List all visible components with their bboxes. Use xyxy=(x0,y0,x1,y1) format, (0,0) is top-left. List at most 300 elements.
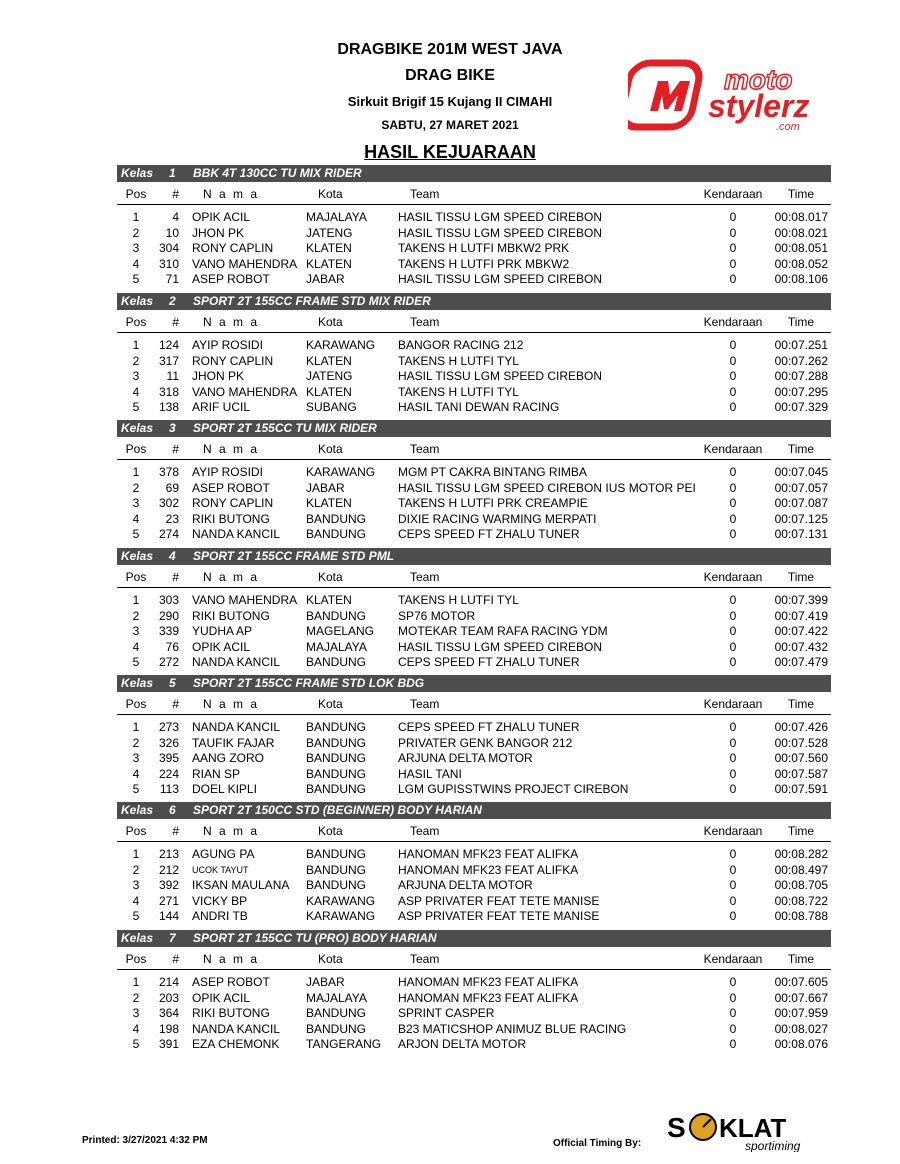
cell-kota: BANDUNG xyxy=(306,1006,367,1021)
cell-name: YUDHA AP xyxy=(192,624,253,639)
class-name: SPORT 2T 150CC STD (BEGINNER) BODY HARIAN xyxy=(193,803,482,817)
cell-time: 00:08.017 xyxy=(774,210,828,224)
cell-time: 00:08.497 xyxy=(774,862,828,877)
cell-num: 71 xyxy=(165,272,179,287)
column-header-name: N a m a xyxy=(203,824,260,838)
cell-team: MOTEKAR TEAM RAFA RACING YDM xyxy=(398,624,608,639)
column-header-time: Time xyxy=(787,824,815,838)
column-header-team: Team xyxy=(410,824,440,838)
column-header-kend: Kendaraan xyxy=(703,824,763,838)
cell-kota: JATENG xyxy=(306,369,353,384)
column-headers xyxy=(117,182,831,205)
cell-kota: KLATEN xyxy=(306,256,352,271)
cell-name: EZA CHEMONK xyxy=(192,1037,280,1052)
cell-team: TAKENS H LUTFI TYL xyxy=(398,593,519,607)
cell-name: OPIK ACIL xyxy=(192,210,251,224)
cell-kend: 0 xyxy=(729,751,737,766)
column-header-kota: Kota xyxy=(318,952,343,966)
cell-time: 00:07.262 xyxy=(774,353,828,368)
cell-num: 304 xyxy=(158,241,179,256)
class-header-bar xyxy=(117,675,831,692)
result-row xyxy=(117,527,831,543)
cell-pos: 2 xyxy=(132,353,140,368)
cell-kota: BANDUNG xyxy=(306,1021,367,1036)
class-number: 7 xyxy=(169,931,176,945)
cell-num: 214 xyxy=(158,975,179,989)
cell-pos: 1 xyxy=(132,847,140,861)
cell-kend: 0 xyxy=(729,655,737,670)
column-header-team: Team xyxy=(410,315,440,329)
cell-kend: 0 xyxy=(729,241,737,256)
cell-kend: 0 xyxy=(729,878,737,893)
cell-time: 00:07.419 xyxy=(774,608,828,623)
cell-name: VANO MAHENDRA xyxy=(192,384,298,399)
column-header-kota: Kota xyxy=(318,824,343,838)
cell-num: 198 xyxy=(158,1021,179,1036)
result-row xyxy=(117,991,831,1007)
class-name: SPORT 2T 155CC FRAME STD PML xyxy=(193,549,395,563)
column-header-team: Team xyxy=(410,570,440,584)
result-row xyxy=(117,210,831,226)
cell-kota: KARAWANG xyxy=(306,465,376,479)
cell-pos: 5 xyxy=(132,527,140,542)
cell-name: ASEP ROBOT xyxy=(192,480,270,495)
cell-time: 00:08.722 xyxy=(774,893,828,908)
cell-kota: MAJALAYA xyxy=(306,639,367,654)
cell-kota: BANDUNG xyxy=(306,878,367,893)
cell-kend: 0 xyxy=(729,975,737,989)
column-header-kend: Kendaraan xyxy=(703,952,763,966)
column-header-pos: Pos xyxy=(125,187,147,201)
cell-kota: BANDUNG xyxy=(306,511,367,526)
cell-pos: 4 xyxy=(132,639,140,654)
cell-pos: 2 xyxy=(132,608,140,623)
cell-team: ARJUNA DELTA MOTOR xyxy=(398,878,533,893)
cell-pos: 5 xyxy=(132,782,140,797)
column-header-team: Team xyxy=(410,442,440,456)
cell-pos: 3 xyxy=(132,751,140,766)
column-header-pos: Pos xyxy=(125,697,147,711)
column-header-kota: Kota xyxy=(318,570,343,584)
cell-team: TAKENS H LUTFI TYL xyxy=(398,353,519,368)
cell-num: 273 xyxy=(158,720,179,734)
cell-name: RIKI BUTONG xyxy=(192,608,270,623)
cell-time: 00:07.399 xyxy=(774,593,828,607)
cell-team: HASIL TISSU LGM SPEED CIREBON IUS MOTOR PEI xyxy=(398,480,696,495)
cell-name: ANDRI TB xyxy=(192,909,248,924)
cell-kota: BANDUNG xyxy=(306,782,367,797)
class-label: Kelas xyxy=(121,294,154,308)
cell-pos: 1 xyxy=(132,465,140,479)
cell-pos: 3 xyxy=(132,878,140,893)
cell-name: RIAN SP xyxy=(192,766,241,781)
column-headers xyxy=(117,437,831,460)
cell-kota: MAJALAYA xyxy=(306,210,367,224)
cell-pos: 1 xyxy=(132,593,140,607)
class-header-bar xyxy=(117,293,831,310)
cell-pos: 4 xyxy=(132,766,140,781)
cell-team: LGM GUPISSTWINS PROJECT CIREBON xyxy=(398,782,629,797)
cell-pos: 2 xyxy=(132,735,140,750)
cell-team: ASP PRIVATER FEAT TETE MANISE xyxy=(398,909,600,924)
cell-kota: KLATEN xyxy=(306,353,352,368)
class-section xyxy=(117,930,831,1053)
class-number: 6 xyxy=(169,803,176,817)
column-header-kota: Kota xyxy=(318,187,343,201)
cell-time: 00:08.705 xyxy=(774,878,828,893)
logo-suffix-text: .com xyxy=(776,121,800,133)
cell-kota: BANDUNG xyxy=(306,655,367,670)
cell-kend: 0 xyxy=(729,735,737,750)
result-row xyxy=(117,1022,831,1038)
cell-time: 00:08.788 xyxy=(774,909,828,924)
cell-pos: 1 xyxy=(132,720,140,734)
cell-team: ARJUNA DELTA MOTOR xyxy=(398,751,533,766)
class-name: SPORT 2T 155CC FRAME STD LOK BDG xyxy=(193,676,425,690)
class-name: BBK 4T 130CC TU MIX RIDER xyxy=(193,166,362,180)
cell-kend: 0 xyxy=(729,527,737,542)
cell-name: RIKI BUTONG xyxy=(192,1006,270,1021)
cell-kota: KLATEN xyxy=(306,384,352,399)
class-label: Kelas xyxy=(121,676,154,690)
cell-num: 4 xyxy=(172,210,179,224)
column-header-num: # xyxy=(172,570,179,584)
cell-kend: 0 xyxy=(729,210,737,224)
column-header-pos: Pos xyxy=(125,952,147,966)
cell-time: 00:07.125 xyxy=(774,511,828,526)
cell-team: TAKENS H LUTFI PRK MBKW2 xyxy=(398,256,570,271)
cell-time: 00:07.251 xyxy=(774,338,828,352)
cell-kota: TANGERANG xyxy=(306,1037,382,1052)
column-header-num: # xyxy=(172,697,179,711)
column-headers xyxy=(117,310,831,333)
column-header-team: Team xyxy=(410,697,440,711)
cell-team: HANOMAN MFK23 FEAT ALIFKA xyxy=(398,975,579,989)
result-row xyxy=(117,272,831,288)
cell-name: RONY CAPLIN xyxy=(192,241,274,256)
class-name: SPORT 2T 155CC TU (PRO) BODY HARIAN xyxy=(193,931,437,945)
cell-num: 391 xyxy=(158,1037,179,1052)
result-row xyxy=(117,1037,831,1053)
cell-time: 00:08.051 xyxy=(774,241,828,256)
result-row xyxy=(117,465,831,481)
cell-num: 10 xyxy=(165,225,179,240)
cell-name: AYIP ROSIDI xyxy=(192,338,263,352)
result-row xyxy=(117,512,831,528)
cell-num: 138 xyxy=(158,400,179,415)
cell-team: TAKENS H LUTFI MBKW2 PRK xyxy=(398,241,570,256)
soklat-logo xyxy=(665,1110,825,1152)
cell-num: 69 xyxy=(165,480,179,495)
column-header-pos: Pos xyxy=(125,442,147,456)
column-header-kend: Kendaraan xyxy=(703,187,763,201)
cell-pos: 2 xyxy=(132,480,140,495)
cell-name: RONY CAPLIN xyxy=(192,353,274,368)
class-section xyxy=(117,802,831,925)
class-label: Kelas xyxy=(121,803,154,817)
cell-pos: 4 xyxy=(132,511,140,526)
result-row xyxy=(117,655,831,671)
cell-team: HANOMAN MFK23 FEAT ALIFKA xyxy=(398,862,579,877)
result-row xyxy=(117,909,831,925)
result-row xyxy=(117,720,831,736)
cell-kend: 0 xyxy=(729,353,737,368)
cell-time: 00:08.282 xyxy=(774,847,828,861)
cell-num: 302 xyxy=(158,496,179,511)
cell-kend: 0 xyxy=(729,338,737,352)
cell-time: 00:07.528 xyxy=(774,735,828,750)
cell-kota: JATENG xyxy=(306,225,353,240)
cell-pos: 4 xyxy=(132,1021,140,1036)
cell-kota: MAGELANG xyxy=(306,624,375,639)
cell-pos: 5 xyxy=(132,400,140,415)
column-header-time: Time xyxy=(787,442,815,456)
class-label: Kelas xyxy=(121,931,154,945)
cell-kend: 0 xyxy=(729,847,737,861)
cell-name: RIKI BUTONG xyxy=(192,511,270,526)
cell-num: 317 xyxy=(158,353,179,368)
event-subtitle: DRAG BIKE xyxy=(405,67,495,84)
result-row xyxy=(117,782,831,798)
result-row xyxy=(117,1006,831,1022)
cell-num: 213 xyxy=(158,847,179,861)
cell-num: 23 xyxy=(165,511,179,526)
soklat-sub-text: sportiming xyxy=(745,1139,801,1152)
cell-kend: 0 xyxy=(729,593,737,607)
cell-time: 00:07.288 xyxy=(774,369,828,384)
result-row xyxy=(117,640,831,656)
cell-team: BANGOR RACING 212 xyxy=(398,338,524,352)
cell-kend: 0 xyxy=(729,990,737,1005)
cell-kend: 0 xyxy=(729,720,737,734)
cell-kend: 0 xyxy=(729,256,737,271)
cell-team: B23 MATICSHOP ANIMUZ BLUE RACING xyxy=(398,1021,627,1036)
cell-num: 124 xyxy=(158,338,179,352)
column-header-num: # xyxy=(172,824,179,838)
cell-num: 272 xyxy=(158,655,179,670)
cell-team: DIXIE RACING WARMING MERPATI xyxy=(398,511,597,526)
class-number: 4 xyxy=(169,549,176,563)
cell-name: VANO MAHENDRA xyxy=(192,256,298,271)
cell-time: 00:07.605 xyxy=(774,975,828,989)
cell-team: MGM PT CAKRA BINTANG RIMBA xyxy=(398,465,587,479)
column-header-team: Team xyxy=(410,952,440,966)
class-section xyxy=(117,675,831,798)
cell-kota: JABAR xyxy=(306,480,345,495)
venue: Sirkuit Brigif 15 Kujang II CIMAHI xyxy=(347,94,553,109)
cell-name: OPIK ACIL xyxy=(192,990,251,1005)
cell-num: 339 xyxy=(158,624,179,639)
cell-name: NANDA KANCIL xyxy=(192,1021,281,1036)
cell-pos: 2 xyxy=(132,990,140,1005)
cell-name: AYIP ROSIDI xyxy=(192,465,263,479)
class-section xyxy=(117,420,831,543)
cell-num: 318 xyxy=(158,384,179,399)
class-header-bar xyxy=(117,930,831,947)
cell-time: 00:07.959 xyxy=(774,1006,828,1021)
cell-kend: 0 xyxy=(729,1021,737,1036)
cell-time: 00:07.087 xyxy=(774,496,828,511)
cell-pos: 2 xyxy=(132,862,140,877)
cell-team: PRIVATER GENK BANGOR 212 xyxy=(398,735,573,750)
cell-time: 00:07.329 xyxy=(774,400,828,415)
cell-pos: 4 xyxy=(132,256,140,271)
column-header-time: Time xyxy=(787,570,815,584)
class-header-bar xyxy=(117,165,831,182)
result-row xyxy=(117,481,831,497)
cell-kota: BANDUNG xyxy=(306,766,367,781)
cell-name: IKSAN MAULANA xyxy=(192,878,290,893)
column-header-name: N a m a xyxy=(203,187,260,201)
cell-name: VANO MAHENDRA xyxy=(192,593,298,607)
cell-num: 224 xyxy=(158,766,179,781)
official-timing-label: Official Timing By: xyxy=(553,1138,642,1149)
event-title: DRAGBIKE 201M WEST JAVA xyxy=(337,41,563,58)
cell-name: TAUFIK FAJAR xyxy=(192,735,275,750)
cell-time: 00:07.479 xyxy=(774,655,828,670)
column-header-time: Time xyxy=(787,315,815,329)
cell-num: 203 xyxy=(158,990,179,1005)
cell-team: HASIL TISSU LGM SPEED CIREBON xyxy=(398,210,603,224)
soklat-s-text: S xyxy=(667,1112,686,1143)
cell-name: AANG ZORO xyxy=(192,751,265,766)
cell-num: 326 xyxy=(158,735,179,750)
motostylerz-logo xyxy=(628,55,828,135)
column-header-name: N a m a xyxy=(203,570,260,584)
cell-time: 00:07.560 xyxy=(774,751,828,766)
class-label: Kelas xyxy=(121,166,154,180)
cell-pos: 5 xyxy=(132,272,140,287)
cell-name: ASEP ROBOT xyxy=(192,975,270,989)
cell-kota: KLATEN xyxy=(306,241,352,256)
cell-kend: 0 xyxy=(729,480,737,495)
column-header-kend: Kendaraan xyxy=(703,697,763,711)
cell-name: ASEP ROBOT xyxy=(192,272,270,287)
cell-kend: 0 xyxy=(729,766,737,781)
class-header-bar xyxy=(117,420,831,437)
cell-team: HASIL TISSU LGM SPEED CIREBON xyxy=(398,369,603,384)
cell-kend: 0 xyxy=(729,909,737,924)
result-row xyxy=(117,767,831,783)
result-row xyxy=(117,257,831,273)
cell-pos: 3 xyxy=(132,369,140,384)
cell-kend: 0 xyxy=(729,272,737,287)
cell-name: RONY CAPLIN xyxy=(192,496,274,511)
cell-team: HANOMAN MFK23 FEAT ALIFKA xyxy=(398,990,579,1005)
cell-num: 144 xyxy=(158,909,179,924)
cell-time: 00:07.591 xyxy=(774,782,828,797)
cell-team: HASIL TISSU LGM SPEED CIREBON xyxy=(398,639,603,654)
class-name: SPORT 2T 155CC FRAME STD MIX RIDER xyxy=(193,294,431,308)
cell-num: 274 xyxy=(158,527,179,542)
result-row xyxy=(117,385,831,401)
cell-time: 00:08.021 xyxy=(774,225,828,240)
cell-kend: 0 xyxy=(729,225,737,240)
cell-time: 00:08.106 xyxy=(774,272,828,287)
result-row xyxy=(117,400,831,416)
cell-pos: 1 xyxy=(132,338,140,352)
column-header-num: # xyxy=(172,187,179,201)
cell-kota: KARAWANG xyxy=(306,338,376,352)
column-header-time: Time xyxy=(787,952,815,966)
result-row xyxy=(117,593,831,609)
cell-pos: 3 xyxy=(132,624,140,639)
cell-time: 00:07.432 xyxy=(774,639,828,654)
result-row xyxy=(117,975,831,991)
cell-team: ASP PRIVATER FEAT TETE MANISE xyxy=(398,893,600,908)
column-headers xyxy=(117,692,831,715)
cell-kend: 0 xyxy=(729,384,737,399)
column-header-kend: Kendaraan xyxy=(703,442,763,456)
class-number: 1 xyxy=(169,166,176,180)
cell-kota: BANDUNG xyxy=(306,862,367,877)
cell-kend: 0 xyxy=(729,369,737,384)
class-header-bar xyxy=(117,802,831,819)
class-name: SPORT 2T 155CC TU MIX RIDER xyxy=(193,421,377,435)
class-number: 2 xyxy=(169,294,176,308)
result-row xyxy=(117,226,831,242)
cell-kend: 0 xyxy=(729,624,737,639)
result-row xyxy=(117,878,831,894)
column-header-kend: Kendaraan xyxy=(703,570,763,584)
cell-team: TAKENS H LUTFI TYL xyxy=(398,384,519,399)
cell-time: 00:07.422 xyxy=(774,624,828,639)
class-label: Kelas xyxy=(121,421,154,435)
cell-num: 271 xyxy=(158,893,179,908)
cell-name: ARIF UCIL xyxy=(192,400,251,415)
cell-pos: 5 xyxy=(132,655,140,670)
cell-pos: 5 xyxy=(132,1037,140,1052)
result-row xyxy=(117,354,831,370)
class-label: Kelas xyxy=(121,549,154,563)
cell-pos: 2 xyxy=(132,225,140,240)
cell-kota: SUBANG xyxy=(306,400,357,415)
cell-kota: BANDUNG xyxy=(306,608,367,623)
column-header-time: Time xyxy=(787,697,815,711)
result-row xyxy=(117,241,831,257)
result-row xyxy=(117,736,831,752)
cell-team: HASIL TANI xyxy=(398,766,462,781)
logo-moto-text: moto xyxy=(724,64,793,95)
column-headers xyxy=(117,565,831,588)
cell-name: VICKY BP xyxy=(192,893,248,908)
cell-time: 00:08.027 xyxy=(774,1021,828,1036)
cell-kend: 0 xyxy=(729,782,737,797)
cell-num: 11 xyxy=(166,369,179,384)
cell-team: ARJON DELTA MOTOR xyxy=(398,1037,527,1052)
cell-time: 00:07.587 xyxy=(774,766,828,781)
column-header-time: Time xyxy=(787,187,815,201)
cell-kota: JABAR xyxy=(306,975,345,989)
cell-num: 364 xyxy=(158,1006,179,1021)
column-header-pos: Pos xyxy=(125,824,147,838)
column-header-num: # xyxy=(172,315,179,329)
cell-team: SPRINT CASPER xyxy=(398,1006,495,1021)
cell-kota: KLATEN xyxy=(306,496,352,511)
column-headers xyxy=(117,819,831,842)
result-row xyxy=(117,624,831,640)
class-number: 3 xyxy=(169,421,176,435)
cell-pos: 1 xyxy=(132,975,140,989)
cell-num: 392 xyxy=(158,878,179,893)
result-row xyxy=(117,496,831,512)
cell-team: HASIL TISSU LGM SPEED CIREBON xyxy=(398,225,603,240)
cell-kota: KARAWANG xyxy=(306,909,376,924)
cell-time: 00:07.667 xyxy=(774,990,828,1005)
cell-kend: 0 xyxy=(729,1006,737,1021)
result-title: HASIL KEJUARAAN xyxy=(364,142,536,162)
cell-name: OPIK ACIL xyxy=(192,639,251,654)
